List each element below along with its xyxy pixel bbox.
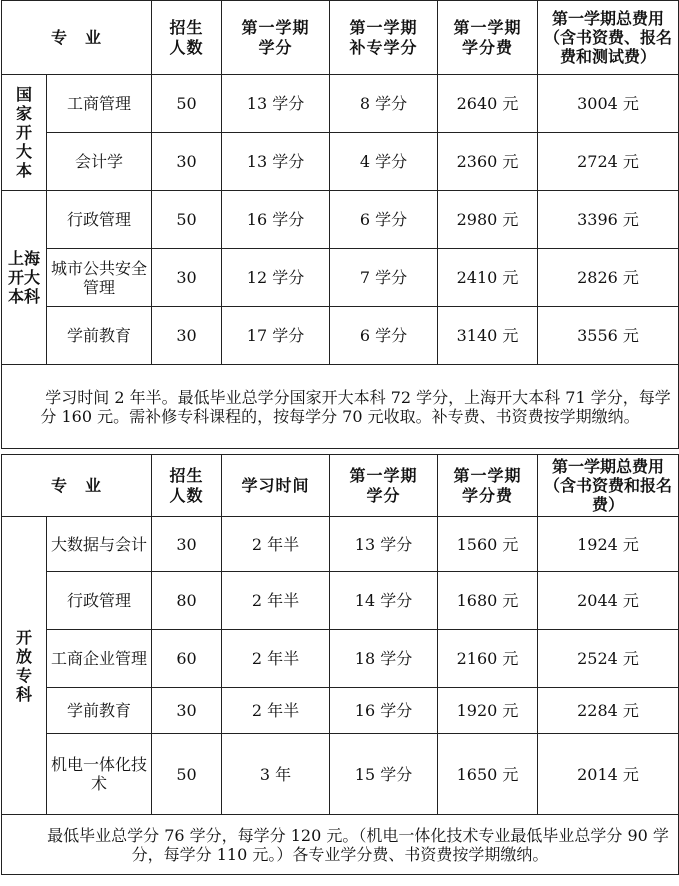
total-cell: 3004 元 [538, 75, 679, 133]
major-cell: 工商企业管理 [47, 630, 152, 688]
total-cell: 2524 元 [538, 630, 679, 688]
enroll-cell: 30 [152, 249, 222, 307]
enroll-cell: 80 [152, 572, 222, 630]
enroll-cell: 30 [152, 133, 222, 191]
credits-cell: 15 学分 [330, 734, 438, 815]
total-cell: 3556 元 [538, 307, 679, 365]
header-credit-fee: 第一学期学分费 [438, 455, 538, 517]
table-row [2, 249, 679, 307]
group-label: 开放专科 [2, 517, 47, 815]
table-row [2, 307, 679, 365]
enroll-cell: 30 [152, 517, 222, 572]
group-label: 国家开大本 [2, 75, 47, 191]
header-total-fee: 第一学期总费用（含书资费和报名费） [538, 455, 679, 517]
duration-cell: 2 年半 [222, 688, 330, 734]
header-row [2, 1, 679, 75]
fee-table-undergraduate [1, 0, 679, 449]
header-major: 专 业 [2, 455, 152, 517]
enroll-cell: 50 [152, 191, 222, 249]
credit-fee-cell: 2160 元 [438, 630, 538, 688]
header-enroll: 招生人数 [152, 455, 222, 517]
table-row [2, 688, 679, 734]
total-cell: 2724 元 [538, 133, 679, 191]
credits-cell: 17 学分 [222, 307, 330, 365]
credit-fee-cell: 2410 元 [438, 249, 538, 307]
supp-cell: 6 学分 [330, 307, 438, 365]
header-supp-credits: 第一学期补专学分 [330, 1, 438, 75]
header-major: 专 业 [2, 1, 152, 75]
major-cell: 会计学 [47, 133, 152, 191]
major-cell: 行政管理 [47, 572, 152, 630]
credit-fee-cell: 1680 元 [438, 572, 538, 630]
note-row [2, 815, 679, 875]
duration-cell: 2 年半 [222, 630, 330, 688]
credit-fee-cell: 2980 元 [438, 191, 538, 249]
major-cell: 工商管理 [47, 75, 152, 133]
header-duration: 学习时间 [222, 455, 330, 517]
credits-cell: 18 学分 [330, 630, 438, 688]
header-row [2, 455, 679, 517]
header-enroll: 招生人数 [152, 1, 222, 75]
enroll-cell: 50 [152, 75, 222, 133]
total-cell: 1924 元 [538, 517, 679, 572]
credit-fee-cell: 2640 元 [438, 75, 538, 133]
major-cell: 学前教育 [47, 688, 152, 734]
note-text: 学习时间 2 年半。最低毕业总学分国家开大本科 72 学分，上海开大本科 71 学分，每学分 160 元。需补修专科课程的，按每学分 70 元收取。补专费、书资费按学期缴纳。 [2, 365, 679, 449]
enroll-cell: 30 [152, 307, 222, 365]
credits-cell: 13 学分 [222, 75, 330, 133]
credit-fee-cell: 1920 元 [438, 688, 538, 734]
table-row [2, 517, 679, 572]
credits-cell: 13 学分 [330, 517, 438, 572]
supp-cell: 6 学分 [330, 191, 438, 249]
table-row [2, 572, 679, 630]
credits-cell: 12 学分 [222, 249, 330, 307]
total-cell: 2014 元 [538, 734, 679, 815]
note-text: 最低毕业总学分 76 学分，每学分 120 元。（机电一体化技术专业最低毕业总学分 90 学分，每学分 110 元。）各专业学分费、书资费按学期缴纳。 [2, 815, 679, 875]
enroll-cell: 30 [152, 688, 222, 734]
enroll-cell: 50 [152, 734, 222, 815]
credits-cell: 16 学分 [330, 688, 438, 734]
table-row [2, 191, 679, 249]
enroll-cell: 60 [152, 630, 222, 688]
credits-cell: 14 学分 [330, 572, 438, 630]
duration-cell: 2 年半 [222, 572, 330, 630]
note-row [2, 365, 679, 449]
table-row [2, 133, 679, 191]
supp-cell: 4 学分 [330, 133, 438, 191]
group-label: 上海开大本科 [2, 191, 47, 365]
header-total-fee: 第一学期总费用（含书资费、报名费和测试费） [538, 1, 679, 75]
major-cell: 行政管理 [47, 191, 152, 249]
table-row [2, 734, 679, 815]
total-cell: 2284 元 [538, 688, 679, 734]
header-credits: 第一学期学分 [222, 1, 330, 75]
credit-fee-cell: 1560 元 [438, 517, 538, 572]
credits-cell: 16 学分 [222, 191, 330, 249]
duration-cell: 3 年 [222, 734, 330, 815]
major-cell: 学前教育 [47, 307, 152, 365]
fee-table-associate [1, 454, 679, 875]
credits-cell: 13 学分 [222, 133, 330, 191]
total-cell: 2044 元 [538, 572, 679, 630]
total-cell: 3396 元 [538, 191, 679, 249]
header-credits: 第一学期学分 [330, 455, 438, 517]
credit-fee-cell: 2360 元 [438, 133, 538, 191]
major-cell: 大数据与会计 [47, 517, 152, 572]
major-cell: 机电一体化技术 [47, 734, 152, 815]
major-cell: 城市公共安全管理 [47, 249, 152, 307]
header-credit-fee: 第一学期学分费 [438, 1, 538, 75]
duration-cell: 2 年半 [222, 517, 330, 572]
supp-cell: 8 学分 [330, 75, 438, 133]
table-row [2, 75, 679, 133]
credit-fee-cell: 3140 元 [438, 307, 538, 365]
total-cell: 2826 元 [538, 249, 679, 307]
table-row [2, 630, 679, 688]
supp-cell: 7 学分 [330, 249, 438, 307]
credit-fee-cell: 1650 元 [438, 734, 538, 815]
